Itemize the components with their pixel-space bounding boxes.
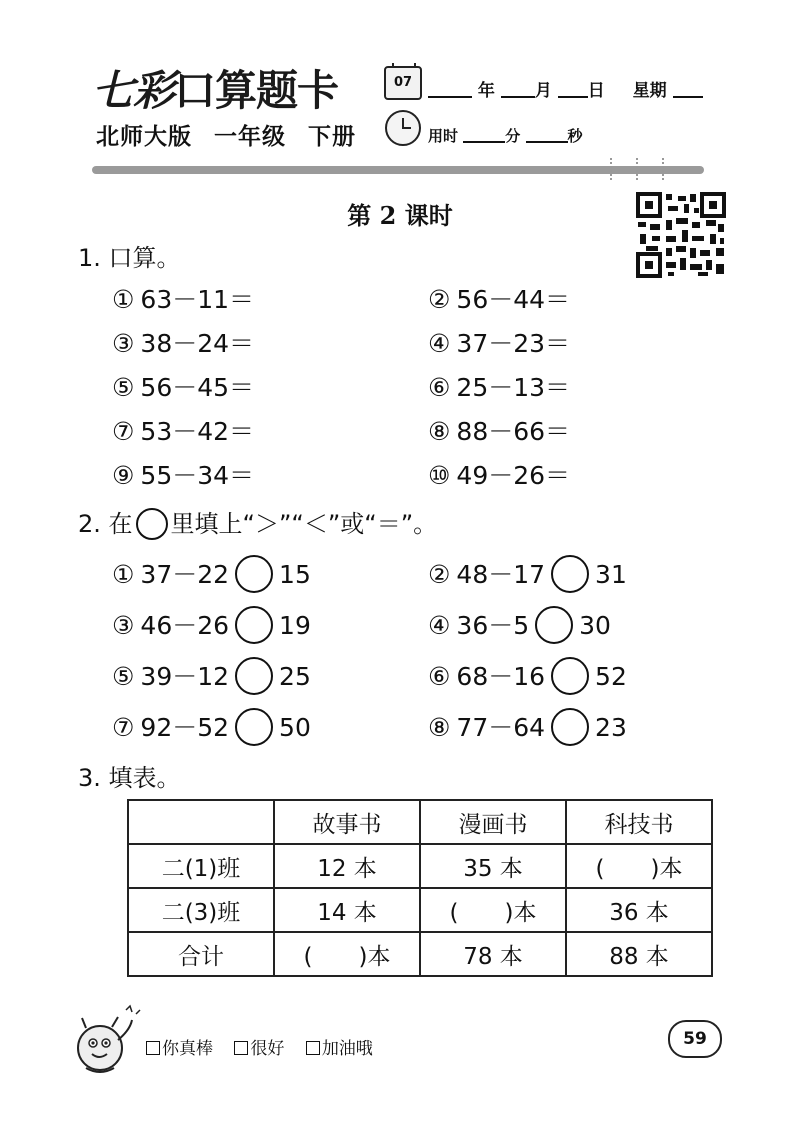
compare-circle-sample	[136, 508, 168, 540]
compare-circle[interactable]	[235, 606, 273, 644]
rating-option[interactable]: 你真棒	[146, 1039, 213, 1059]
rating-option[interactable]: 很好	[234, 1039, 284, 1059]
table-cell: 12 本	[274, 844, 420, 888]
q1-item: ③ 38－24＝	[112, 329, 255, 358]
q1-item: ⑩ 49－26＝	[428, 461, 571, 490]
volume: 下册	[308, 124, 356, 150]
grade: 一年级	[214, 124, 286, 150]
time-line	[428, 125, 583, 146]
page-number: 59	[668, 1020, 722, 1058]
clock-icon	[385, 110, 421, 146]
table-header-cell: 科技书	[566, 800, 712, 844]
table-cell-blank[interactable]: ( )本	[420, 888, 566, 932]
q1-item: ① 63－11＝	[112, 285, 255, 314]
compare-circle[interactable]	[551, 708, 589, 746]
question-1-title: 1. 口算。	[78, 244, 181, 272]
question-3-title: 3. 填表。	[78, 764, 181, 792]
table-header-row	[128, 800, 712, 844]
q1-item: ④ 37－23＝	[428, 329, 571, 358]
rating-option[interactable]: 加油哦	[306, 1039, 373, 1059]
brand-logo	[92, 58, 338, 118]
checkbox-icon	[306, 1041, 320, 1055]
edition-line	[96, 118, 378, 151]
self-rating	[146, 1034, 389, 1059]
logo-rest: 口算题卡	[174, 66, 339, 115]
year-blank[interactable]	[428, 96, 472, 98]
mascot-icon	[66, 1000, 146, 1080]
table-row	[128, 932, 712, 976]
table-cell: 合计	[128, 932, 274, 976]
logo-lead: 七彩	[92, 66, 175, 115]
day-label: 日	[587, 81, 605, 101]
fill-in-table	[127, 799, 713, 977]
compare-circle[interactable]	[235, 657, 273, 695]
table-cell: 二(3)班	[128, 888, 274, 932]
checkbox-icon	[234, 1041, 248, 1055]
weekday-label: 星期	[632, 81, 667, 101]
q2-item: ② 48－17 31	[428, 555, 627, 593]
q1-item: ⑦ 53－42＝	[112, 417, 255, 446]
q1-item: ⑧ 88－66＝	[428, 417, 571, 446]
month-label: 月	[534, 81, 552, 101]
seconds-label: 秒	[567, 127, 583, 145]
table-cell-blank[interactable]: ( )本	[274, 932, 420, 976]
table-header-cell: 漫画书	[420, 800, 566, 844]
table-cell: 36 本	[566, 888, 712, 932]
table-cell: 35 本	[420, 844, 566, 888]
divider-tick	[636, 158, 643, 180]
q2-item: ③ 46－26 19	[112, 606, 311, 644]
table-row	[128, 844, 712, 888]
table-header-cell	[128, 800, 274, 844]
compare-circle[interactable]	[551, 657, 589, 695]
lesson-title: 第 2 课时	[347, 201, 453, 230]
q1-item: ⑨ 55－34＝	[112, 461, 255, 490]
minutes-label: 分	[505, 127, 521, 145]
weekday-blank[interactable]	[673, 96, 703, 98]
year-label: 年	[477, 81, 495, 101]
compare-circle[interactable]	[551, 555, 589, 593]
q2-item: ⑥ 68－16 52	[428, 657, 627, 695]
table-cell: 78 本	[420, 932, 566, 976]
table-row	[128, 888, 712, 932]
table-cell: 88 本	[566, 932, 712, 976]
date-line	[428, 76, 703, 101]
calendar-day: 07	[393, 75, 413, 90]
compare-circle[interactable]	[535, 606, 573, 644]
q2-item: ④ 36－5 30	[428, 606, 611, 644]
publisher: 北师大版	[96, 124, 192, 150]
minutes-blank[interactable]	[463, 141, 505, 143]
month-blank[interactable]	[501, 96, 535, 98]
table-cell-blank[interactable]: ( )本	[566, 844, 712, 888]
day-blank[interactable]	[558, 96, 588, 98]
table-cell: 二(1)班	[128, 844, 274, 888]
q1-item: ⑤ 56－45＝	[112, 373, 255, 402]
checkbox-icon	[146, 1041, 160, 1055]
q2-item: ① 37－22 15	[112, 555, 311, 593]
question-2-title: 2. 在 里填上“＞”“＜”或“＝”。	[78, 510, 438, 538]
qr-code-icon	[636, 192, 726, 278]
q2-item: ⑦ 92－52 50	[112, 708, 311, 746]
seconds-blank[interactable]	[526, 141, 568, 143]
q1-item: ⑥ 25－13＝	[428, 373, 571, 402]
compare-circle[interactable]	[235, 708, 273, 746]
calendar-icon	[384, 66, 422, 100]
divider-tick	[662, 158, 669, 180]
time-used-label: 用时	[428, 127, 459, 145]
q2-item: ⑤ 39－12 25	[112, 657, 311, 695]
q2-item: ⑧ 77－64 23	[428, 708, 627, 746]
table-cell: 14 本	[274, 888, 420, 932]
q1-item: ② 56－44＝	[428, 285, 571, 314]
table-header-cell: 故事书	[274, 800, 420, 844]
divider-tick	[610, 158, 617, 180]
compare-circle[interactable]	[235, 555, 273, 593]
